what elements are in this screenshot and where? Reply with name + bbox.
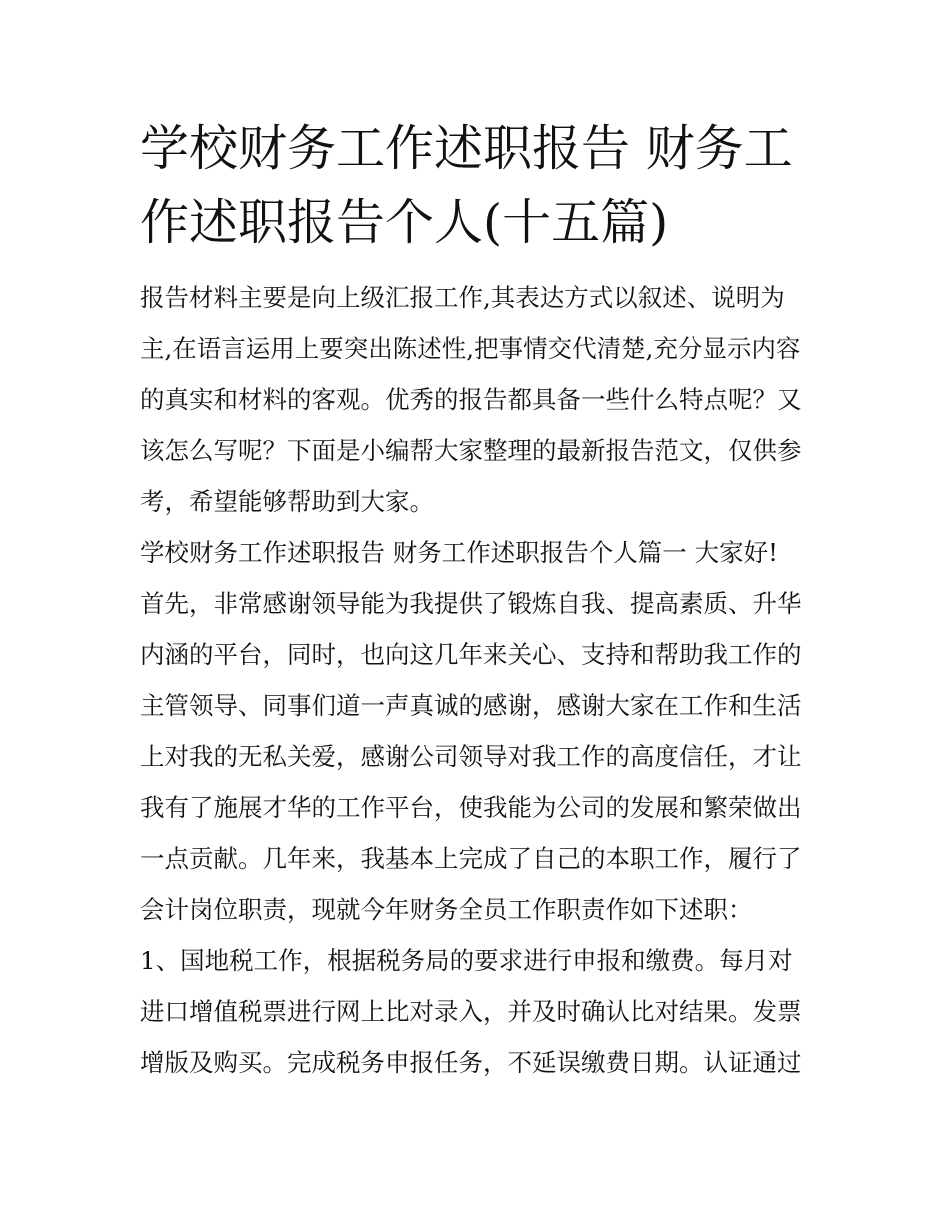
list-item-line: 增版及购买。完成税务申报任务，不延误缴费日期。认证通过: [140, 1048, 802, 1077]
intro-paragraph: [140, 272, 815, 527]
body-line: 内涵的平台，同时，也向这几年来关心、支持和帮助我工作的: [140, 640, 802, 669]
body-line: 一点贡献。几年来，我基本上完成了自己的本职工作，履行了: [140, 844, 802, 873]
title-line: 学校财务工作述职报告 财务工: [140, 120, 793, 177]
intro-line: 的真实和材料的客观。优秀的报告都具备一些什么特点呢？又: [140, 385, 802, 414]
title-line: 作述职报告个人(十五篇): [140, 194, 669, 251]
intro-line: 报告材料主要是向上级汇报工作,其表达方式以叙述、说明为: [140, 283, 785, 312]
body-line: 会计岗位职责，现就今年财务全员工作职责作如下述职：: [140, 895, 753, 924]
body-paragraph: [140, 578, 815, 935]
list-item-1: [140, 935, 815, 1088]
document-title: [140, 112, 815, 260]
section-heading: 学校财务工作述职报告 财务工作述职报告个人篇一 大家好!: [140, 538, 778, 567]
body-line: 首先，非常感谢领导能为我提供了锻炼自我、提高素质、升华: [140, 589, 802, 618]
body-line: 上对我的无私关爱，感谢公司领导对我工作的高度信任，才让: [140, 742, 802, 771]
intro-line: 该怎么写呢？下面是小编帮大家整理的最新报告范文，仅供参: [140, 436, 802, 465]
document-page: [140, 112, 815, 1088]
intro-line: 主,在语言运用上要突出陈述性,把事情交代清楚,充分显示内容: [140, 334, 801, 363]
list-item-line: 进口增值税票进行网上比对录入，并及时确认比对结果。发票: [140, 997, 802, 1026]
body-line: 主管领导、同事们道一声真诚的感谢，感谢大家在工作和生活: [140, 691, 802, 720]
body-line: 我有了施展才华的工作平台，使我能为公司的发展和繁荣做出: [140, 793, 802, 822]
intro-line: 考，希望能够帮助到大家。: [140, 487, 434, 516]
list-item-line: 1、国地税工作，根据税务局的要求进行申报和缴费。每月对: [140, 946, 793, 975]
